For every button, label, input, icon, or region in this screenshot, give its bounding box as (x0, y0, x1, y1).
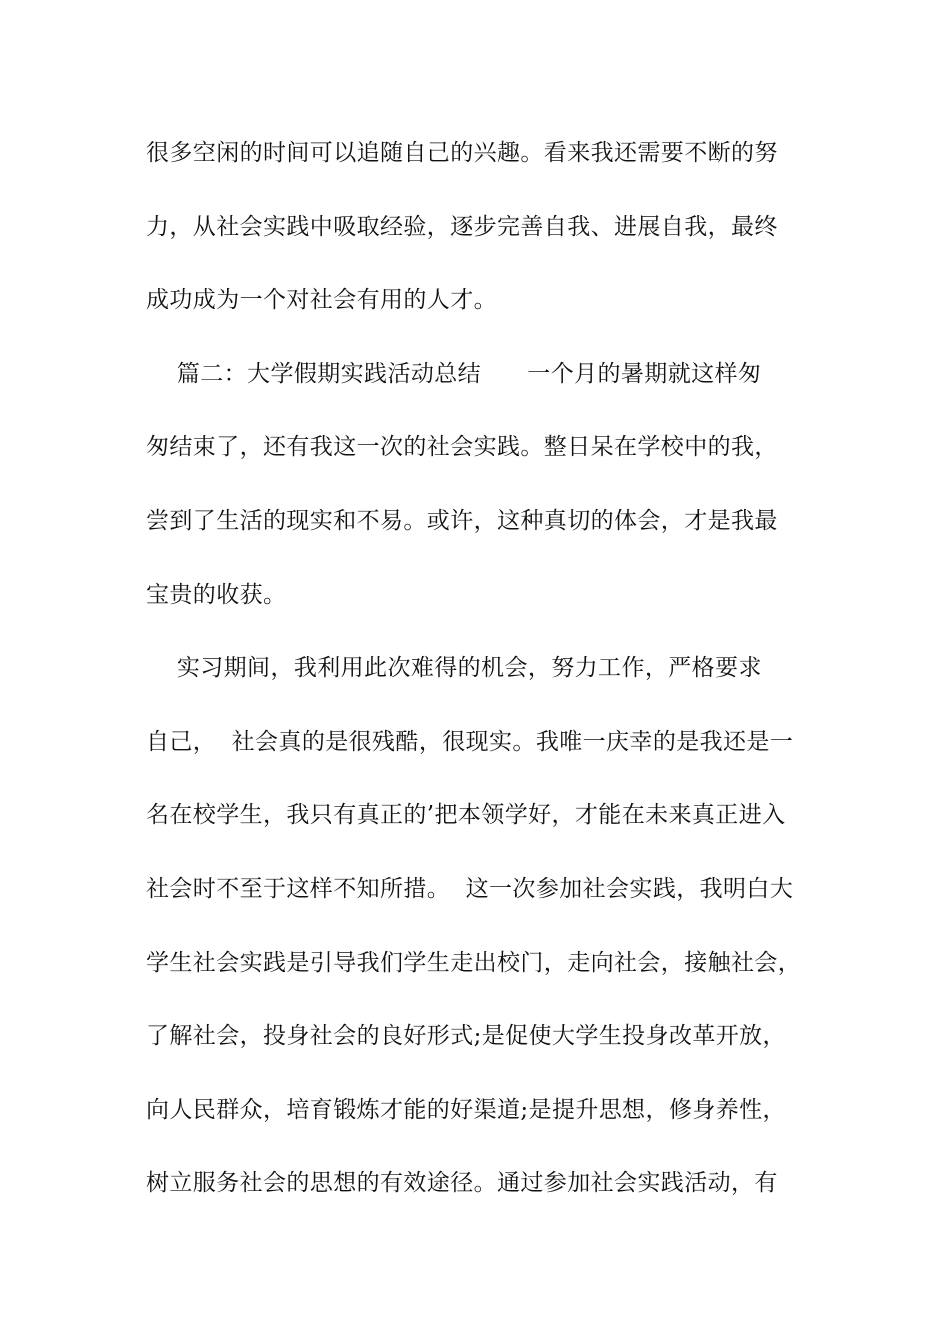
text-line-4: 篇二：大学假期实践活动总结 一个月的暑期就这样匆 (146, 360, 762, 387)
text-line-9: 自己， 社会真的是很残酷，很现实。我唯一庆幸的是我还是一 (146, 728, 794, 755)
text-line-11: 社会时不至于这样不知所措。 这一次参加社会实践，我明白大 (146, 875, 794, 902)
body-text (146, 128, 836, 1232)
text-line-12: 学生社会实践是引导我们学生走出校门，走向社会，接触社会， (146, 949, 802, 976)
text-line-7: 宝贵的收获。 (146, 581, 287, 608)
text-line-8: 实习期间，我利用此次难得的机会，努力工作，严格要求 (146, 655, 762, 682)
text-line-6: 尝到了生活的现实和不易。或许，这种真切的体会，才是我最 (146, 507, 778, 534)
text-line-3: 成功成为一个对社会有用的人才。 (146, 287, 497, 314)
text-line-10: 名在校学生，我只有真正的’把本领学好，才能在未来真正进入 (146, 802, 786, 829)
text-line-14: 向人民群众，培育锻炼才能的好渠道;是提升思想，修身养性， (146, 1096, 786, 1123)
text-line-1: 很多空闲的时间可以追随自己的兴趣。看来我还需要不断的努 (146, 140, 778, 166)
text-line-5: 匆结束了，还有我这一次的社会实践。整日呆在学校中的我， (146, 434, 778, 461)
text-line-13: 了解社会，投身社会的良好形式;是促使大学生投身改革开放， (146, 1023, 786, 1050)
text-line-2: 力，从社会实践中吸取经验，逐步完善自我、进展自我，最终 (146, 213, 778, 240)
text-line-15: 树立服务社会的思想的有效途径。通过参加社会实践活动，有 (146, 1170, 778, 1197)
